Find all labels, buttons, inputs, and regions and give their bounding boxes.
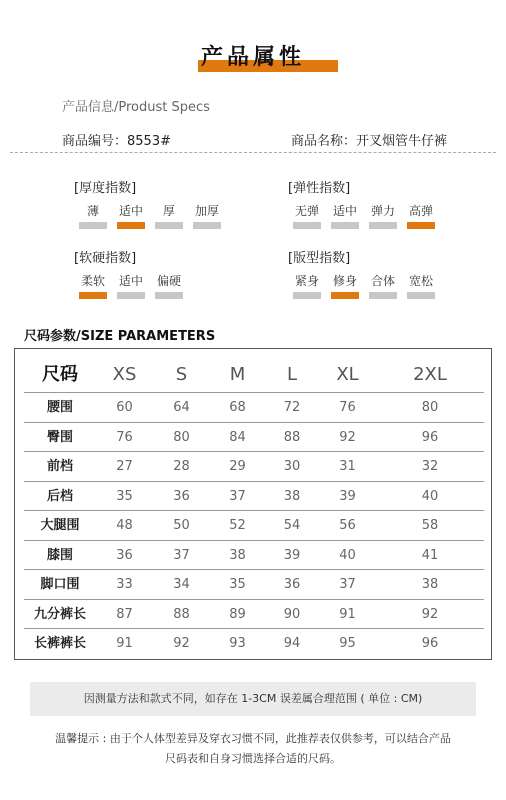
size-column-header: 尺码 xyxy=(42,364,78,385)
fit-option-bar xyxy=(369,292,397,299)
thickness-option-bar xyxy=(193,222,221,229)
thickness-option-bar xyxy=(155,222,183,229)
tip-line-2: 尺码表和自身习惯选择合适的尺码。 xyxy=(165,752,341,765)
measurement-value: 94 xyxy=(283,636,301,651)
measurement-value: 88 xyxy=(173,606,190,622)
measurement-value: 35 xyxy=(229,577,246,592)
thickness-index-title: [厚度指数] xyxy=(74,181,137,196)
measurement-value: 64 xyxy=(173,400,190,415)
measurement-value: 36 xyxy=(173,488,190,504)
measurement-label: 前档 xyxy=(46,459,73,474)
measurement-value: 27 xyxy=(116,459,133,474)
measurement-note: 因测量方法和款式不同，如存在 1-3CM 误差属合理范围 ( 单位 : CM) xyxy=(30,682,476,716)
measurement-value: 87 xyxy=(116,606,133,622)
measurement-value: 40 xyxy=(339,547,356,563)
elasticity-option-bar-active xyxy=(407,222,435,229)
measurement-value: 90 xyxy=(283,606,301,622)
table-row xyxy=(24,628,484,658)
measurement-value: 32 xyxy=(421,459,439,474)
fit-option xyxy=(402,272,440,299)
softness-index xyxy=(74,247,188,299)
elasticity-options xyxy=(288,202,440,229)
measurement-value: 37 xyxy=(339,577,356,592)
measurement-value: 68 xyxy=(229,400,246,415)
fit-index xyxy=(288,247,440,299)
measurement-value: 60 xyxy=(116,400,133,415)
measurement-value: 34 xyxy=(173,577,190,592)
measurement-value: 80 xyxy=(421,400,439,415)
thickness-option-label: 薄 xyxy=(86,204,99,218)
softness-option-label: 适中 xyxy=(118,274,143,288)
measurement-value: 56 xyxy=(339,518,356,533)
fit-option-label: 修身 xyxy=(332,274,357,288)
measurement-value: 92 xyxy=(173,636,190,651)
measurement-value: 91 xyxy=(116,636,133,651)
thickness-option xyxy=(150,202,188,229)
tip-line-1: 温馨提示 : 由于个人体型差异及穿衣习惯不同，此推荐表仅供参考，可以结合产品 xyxy=(55,732,451,745)
measurement-value: 93 xyxy=(229,636,246,651)
elasticity-option xyxy=(402,202,440,229)
fit-option xyxy=(288,272,326,299)
table-row xyxy=(24,510,484,540)
softness-option xyxy=(112,272,150,299)
fit-option-label: 紧身 xyxy=(294,274,319,288)
measurement-value: 37 xyxy=(229,488,246,504)
measurement-value: 33 xyxy=(116,577,133,592)
elasticity-option-label: 弹力 xyxy=(370,204,395,218)
product-name: 商品名称：开叉烟管牛仔裤 xyxy=(291,134,448,149)
table-row xyxy=(24,540,484,570)
fit-option xyxy=(326,272,364,299)
thickness-option xyxy=(188,202,226,229)
measurement-value: 39 xyxy=(339,488,356,504)
measurement-value: 36 xyxy=(116,547,133,563)
measurement-value: 40 xyxy=(421,488,439,504)
softness-options xyxy=(74,272,188,299)
thickness-index xyxy=(74,177,226,229)
softness-option-label: 柔软 xyxy=(80,274,105,288)
measurement-value: 38 xyxy=(421,577,439,592)
thickness-option-bar xyxy=(79,222,107,229)
measurement-value: 52 xyxy=(229,518,246,533)
fit-option-bar-active xyxy=(331,292,359,299)
measurement-value: 50 xyxy=(173,518,190,533)
measurement-value: 54 xyxy=(283,518,301,533)
table-row xyxy=(24,481,484,511)
measurement-label: 膝围 xyxy=(46,547,73,563)
elasticity-option-label: 高弹 xyxy=(408,204,433,218)
measurement-value: 29 xyxy=(229,459,246,474)
fit-option-bar xyxy=(293,292,321,299)
elasticity-option-bar xyxy=(369,222,397,229)
measurement-value: 84 xyxy=(229,429,246,445)
thickness-options xyxy=(74,202,226,229)
size-table-body xyxy=(24,392,484,658)
fit-option xyxy=(364,272,402,299)
measurement-value: 72 xyxy=(283,400,301,415)
thickness-option-label: 加厚 xyxy=(194,204,219,218)
measurement-label: 臀围 xyxy=(46,429,73,445)
fit-option-label: 宽松 xyxy=(408,274,433,288)
elasticity-index xyxy=(288,177,440,229)
measurement-value: 37 xyxy=(173,547,190,563)
size-column-header: 2XL xyxy=(413,364,447,385)
fit-index-title: [版型指数] xyxy=(288,251,351,266)
thickness-option-label: 适中 xyxy=(118,204,143,218)
thickness-option xyxy=(74,202,112,229)
measurement-value: 80 xyxy=(173,429,190,445)
elasticity-option xyxy=(288,202,326,229)
table-row xyxy=(24,392,484,422)
elasticity-option xyxy=(364,202,402,229)
measurement-value: 58 xyxy=(421,518,439,533)
thickness-option xyxy=(112,202,150,229)
section-subtitle: 产品信息/Produst Specs xyxy=(62,100,210,115)
measurement-value: 48 xyxy=(116,518,133,533)
measurement-value: 95 xyxy=(339,636,356,651)
measurement-value: 30 xyxy=(283,459,301,474)
table-row xyxy=(24,451,484,481)
size-column-header: M xyxy=(229,364,246,385)
measurement-value: 38 xyxy=(229,547,246,563)
table-row xyxy=(24,569,484,599)
size-parameters-heading: 尺码参数/SIZE PARAMETERS xyxy=(24,329,216,344)
elasticity-index-title: [弹性指数] xyxy=(288,181,351,196)
table-row xyxy=(24,422,484,452)
page-title: 产品属性 xyxy=(200,45,305,70)
measurement-label: 九分裤长 xyxy=(33,606,86,622)
product-code: 商品编号：8553# xyxy=(62,134,171,149)
measurement-value: 31 xyxy=(339,459,356,474)
softness-option xyxy=(150,272,188,299)
size-column-header: S xyxy=(175,364,188,385)
measurement-label: 大腿围 xyxy=(40,518,80,533)
thickness-option-bar-active xyxy=(117,222,145,229)
elasticity-option xyxy=(326,202,364,229)
measurement-label: 后档 xyxy=(46,488,73,504)
elasticity-option-bar xyxy=(331,222,359,229)
thickness-option-label: 厚 xyxy=(162,204,175,218)
softness-option-label: 偏硬 xyxy=(156,274,181,288)
measurement-value: 92 xyxy=(339,429,356,445)
measurement-value: 91 xyxy=(339,606,356,622)
measurement-value: 38 xyxy=(283,488,301,504)
measurement-value: 76 xyxy=(339,400,356,415)
dashed-divider xyxy=(10,152,496,153)
measurement-value: 39 xyxy=(283,547,301,563)
fit-options xyxy=(288,272,440,299)
elasticity-option-label: 无弹 xyxy=(294,204,319,218)
fit-option-label: 合体 xyxy=(370,274,395,288)
softness-option-bar xyxy=(117,292,145,299)
measurement-value: 41 xyxy=(421,547,439,563)
softness-option-bar-active xyxy=(79,292,107,299)
softness-option xyxy=(74,272,112,299)
measurement-value: 76 xyxy=(116,429,133,445)
measurement-label: 脚口围 xyxy=(40,577,80,592)
elasticity-option-bar xyxy=(293,222,321,229)
softness-index-title: [软硬指数] xyxy=(74,251,137,266)
elasticity-option-label: 适中 xyxy=(332,204,357,218)
measurement-value: 28 xyxy=(173,459,190,474)
measurement-value: 96 xyxy=(421,429,439,445)
measurement-value: 35 xyxy=(116,488,133,504)
measurement-label: 长裤裤长 xyxy=(33,636,86,651)
measurement-value: 89 xyxy=(229,606,246,622)
measurement-value: 92 xyxy=(421,606,439,622)
measurement-value: 88 xyxy=(283,429,301,445)
table-row xyxy=(24,599,484,629)
measurement-label: 腰围 xyxy=(46,400,73,415)
measurement-value: 36 xyxy=(283,577,301,592)
measurement-value: 96 xyxy=(421,636,439,651)
fit-option-bar xyxy=(407,292,435,299)
size-column-header: L xyxy=(286,364,298,385)
softness-option-bar xyxy=(155,292,183,299)
size-column-header: XS xyxy=(112,364,137,385)
size-column-header: XL xyxy=(336,364,359,385)
size-table-header xyxy=(24,360,484,390)
